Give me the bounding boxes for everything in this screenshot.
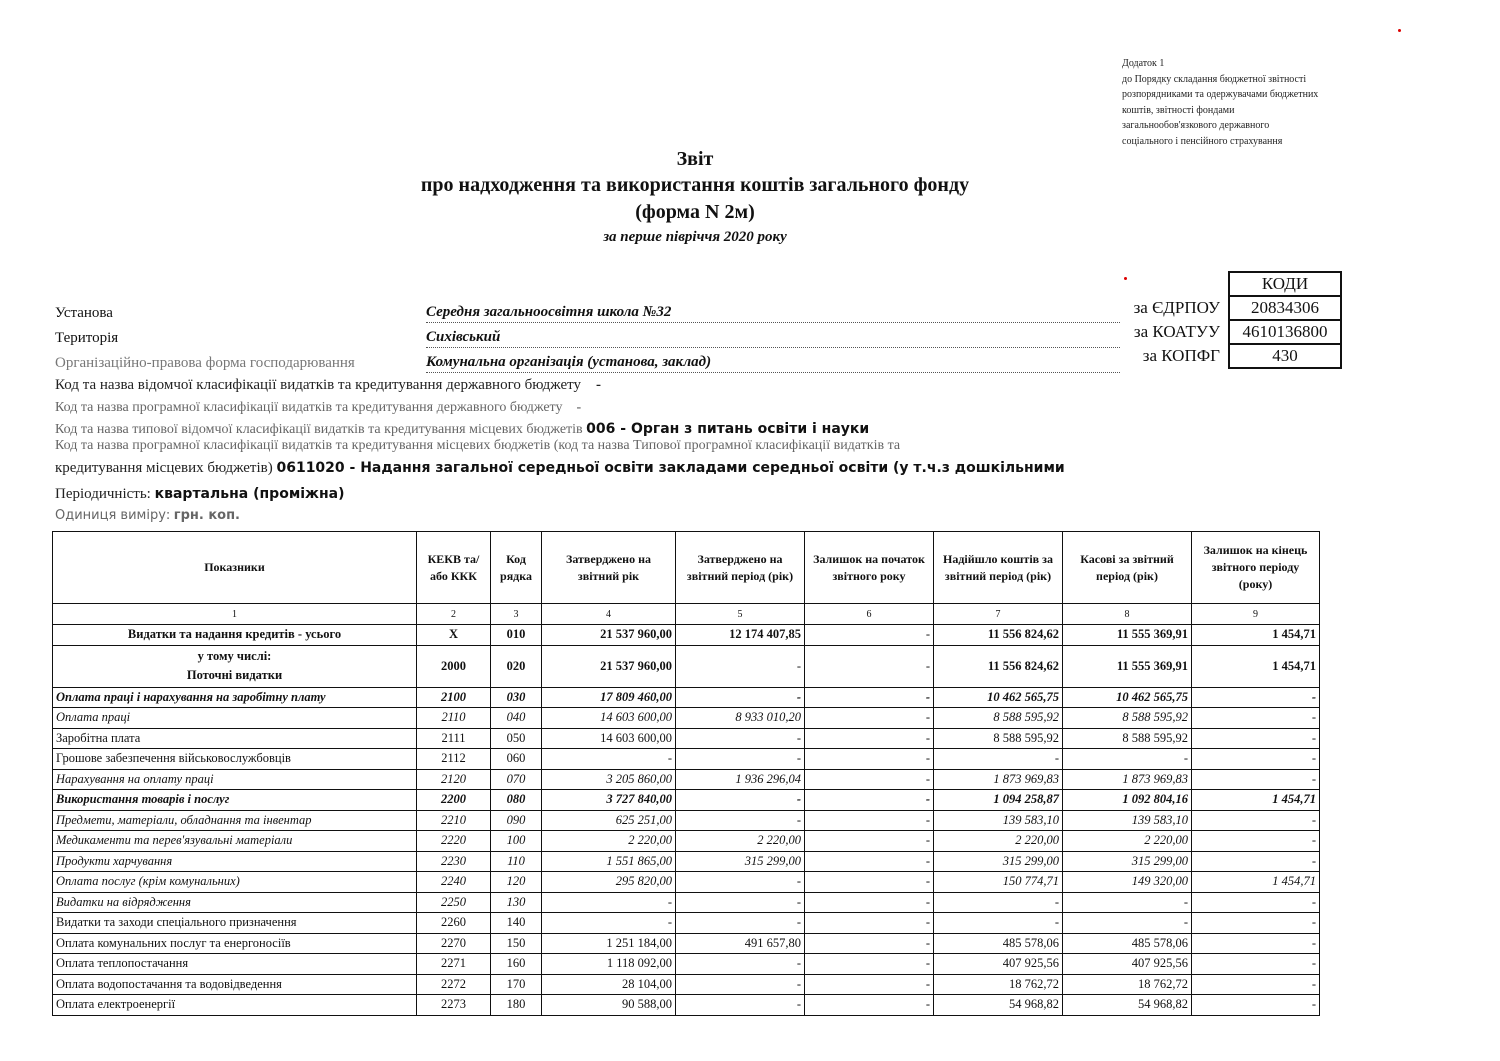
row-name: Предмети, матеріали, обладнання та інвентар	[53, 810, 417, 831]
table-row	[53, 687, 1320, 708]
row-kekv: 2260	[417, 913, 491, 934]
codes-box	[1120, 271, 1342, 369]
cell-c6: -	[805, 913, 934, 934]
cell-c9: -	[1192, 892, 1320, 913]
table-row	[53, 790, 1320, 811]
row-kekv: 2112	[417, 749, 491, 770]
local-prog-label: кредитування місцевих бюджетів)	[55, 460, 273, 476]
cell-c4: 21 537 960,00	[542, 645, 676, 687]
typical-dept-value: 006 - Орган з питань освіти і науки	[586, 421, 870, 437]
cell-c7: -	[934, 749, 1063, 770]
cell-c5: -	[676, 974, 805, 995]
row-code: 170	[491, 974, 542, 995]
cell-c8: 11 555 369,91	[1063, 645, 1192, 687]
table-row	[53, 933, 1320, 954]
unit-value: грн. коп.	[173, 508, 240, 523]
cell-c8: 1 873 969,83	[1063, 769, 1192, 790]
cell-c7: 11 556 824,62	[934, 645, 1063, 687]
report-table	[52, 531, 1320, 1016]
title-subtitle: про надходження та використання коштів загального фонду	[420, 174, 970, 196]
unit-of-measure	[55, 508, 240, 524]
cell-c9: 1 454,71	[1192, 872, 1320, 893]
cell-c4: 625 251,00	[542, 810, 676, 831]
column-numbers-row	[53, 604, 1320, 625]
row-kekv: 2272	[417, 974, 491, 995]
row-code: 040	[491, 708, 542, 729]
typical-dept-label: Код та назва типової відомчої класифікації видатків та кредитування місцевих бюджетів	[55, 422, 583, 437]
prog-classification	[55, 400, 581, 416]
cell-c4: 28 104,00	[542, 974, 676, 995]
cell-c7: 315 299,00	[934, 851, 1063, 872]
cell-c5: 1 936 296,04	[676, 769, 805, 790]
cell-c9: -	[1192, 954, 1320, 975]
periodicity	[55, 486, 345, 503]
col-number: 6	[805, 604, 934, 625]
prog-classification-value: -	[576, 400, 582, 415]
dept-classification-label: Код та назва відомчої класифікації видатків та кредитування державного бюджету	[55, 377, 581, 393]
cell-c5: -	[676, 810, 805, 831]
col-number: 8	[1063, 604, 1192, 625]
col-number: 4	[542, 604, 676, 625]
cell-c6: -	[805, 892, 934, 913]
cell-c6: -	[805, 995, 934, 1016]
row-kekv: 2240	[417, 872, 491, 893]
col-header-approved-period: Затверджено на звітний період (рік)	[676, 532, 805, 604]
cell-c9: -	[1192, 995, 1320, 1016]
cell-c9: 1 454,71	[1192, 645, 1320, 687]
cell-c8: 11 555 369,91	[1063, 625, 1192, 646]
cell-c5: -	[676, 954, 805, 975]
cell-c7: 11 556 824,62	[934, 625, 1063, 646]
cell-c9: -	[1192, 810, 1320, 831]
table-row	[53, 645, 1320, 687]
row-name: Оплата електроенергії	[53, 995, 417, 1016]
row-kekv: 2100	[417, 687, 491, 708]
cell-c8: -	[1063, 892, 1192, 913]
row-kekv: 2271	[417, 954, 491, 975]
row-kekv: 2200	[417, 790, 491, 811]
code-label-koatuu: за КОАТУУ	[1133, 322, 1220, 341]
territory-value: Сихівський	[426, 329, 1120, 348]
cell-c7: 139 583,10	[934, 810, 1063, 831]
cell-c7: 485 578,06	[934, 933, 1063, 954]
cell-c9: -	[1192, 749, 1320, 770]
cell-c6: -	[805, 625, 934, 646]
table-row	[53, 708, 1320, 729]
cell-c4: 14 603 600,00	[542, 708, 676, 729]
col-header-balance-end: Залишок на кінець звітного періоду (року)	[1192, 532, 1320, 604]
row-name: Оплата комунальних послуг та енергоносіїв	[53, 933, 417, 954]
row-name: Медикаменти та перев'язувальні матеріали	[53, 831, 417, 852]
cell-c9: -	[1192, 851, 1320, 872]
table-row	[53, 728, 1320, 749]
table-header-row	[53, 532, 1320, 604]
table-row	[53, 872, 1320, 893]
annex-line: загальнообов'язкового державного	[1122, 120, 1270, 131]
cell-c9: -	[1192, 708, 1320, 729]
row-code: 030	[491, 687, 542, 708]
cell-c5: -	[676, 790, 805, 811]
title-form: (форма N 2м)	[635, 201, 755, 223]
cell-c7: 1 873 969,83	[934, 769, 1063, 790]
cell-c8: 8 588 595,92	[1063, 728, 1192, 749]
row-code: 160	[491, 954, 542, 975]
cell-c4: 14 603 600,00	[542, 728, 676, 749]
table-row	[53, 974, 1320, 995]
cell-c9: -	[1192, 933, 1320, 954]
dept-classification-value: -	[596, 377, 601, 393]
cell-c7: -	[934, 913, 1063, 934]
col-header-row-code: Код рядка	[491, 532, 542, 604]
cell-c7: 2 220,00	[934, 831, 1063, 852]
row-kekv: 2220	[417, 831, 491, 852]
cell-c4: 3 727 840,00	[542, 790, 676, 811]
cell-c7: 407 925,56	[934, 954, 1063, 975]
row-code: 140	[491, 913, 542, 934]
row-code: 180	[491, 995, 542, 1016]
cell-c9: -	[1192, 769, 1320, 790]
cell-c7: 1 094 258,87	[934, 790, 1063, 811]
row-name: Оплата праці	[53, 708, 417, 729]
annex-line: до Порядку складання бюджетної звітності	[1122, 73, 1307, 85]
col-number: 7	[934, 604, 1063, 625]
cell-c6: -	[805, 790, 934, 811]
col-number: 3	[491, 604, 542, 625]
row-code: 100	[491, 831, 542, 852]
row-code: 110	[491, 851, 542, 872]
col-header-received: Надійшло коштів за звітний період (рік)	[934, 532, 1063, 604]
row-name: Оплата праці і нарахування на заробітну плату	[53, 687, 417, 708]
cell-c7: 150 774,71	[934, 872, 1063, 893]
row-kekv: 2111	[417, 728, 491, 749]
code-value-koatuu: 4610136800	[1229, 320, 1341, 344]
local-prog-classification	[55, 460, 1065, 477]
cell-c5: 315 299,00	[676, 851, 805, 872]
cell-c8: 54 968,82	[1063, 995, 1192, 1016]
cell-c9: -	[1192, 913, 1320, 934]
periodicity-label: Періодичність:	[55, 486, 151, 502]
row-code: 090	[491, 810, 542, 831]
row-name: Оплата послуг (крім комунальних)	[53, 872, 417, 893]
row-code: 130	[491, 892, 542, 913]
col-header-kekv: КЕКВ та/або ККК	[417, 532, 491, 604]
periodicity-value: квартальна (проміжна)	[154, 486, 345, 502]
row-name-line1: у тому числі:	[197, 649, 272, 663]
row-name: Оплата теплопостачання	[53, 954, 417, 975]
table-row	[53, 810, 1320, 831]
table-row	[53, 892, 1320, 913]
col-header-cash: Касові за звітний період (рік)	[1063, 532, 1192, 604]
title-main: Звіт	[676, 148, 714, 170]
cell-c4: 3 205 860,00	[542, 769, 676, 790]
col-number: 2	[417, 604, 491, 625]
cell-c6: -	[805, 851, 934, 872]
cell-c9: -	[1192, 974, 1320, 995]
annex-line: коштів, звітності фондами	[1122, 104, 1235, 116]
row-name: Видатки на відрядження	[53, 892, 417, 913]
cell-c7: -	[934, 892, 1063, 913]
cell-c4: 295 820,00	[542, 872, 676, 893]
cell-c7: 8 588 595,92	[934, 728, 1063, 749]
col-number: 9	[1192, 604, 1320, 625]
cell-c9: 1 454,71	[1192, 625, 1320, 646]
row-code: 010	[491, 625, 542, 646]
local-prog-value: 0611020 - Надання загальної середньої освіти закладами середньої освіти (у т.ч.з дошкільними	[276, 460, 1065, 476]
cell-c4: -	[542, 913, 676, 934]
cell-c4: 17 809 460,00	[542, 687, 676, 708]
row-code: 020	[491, 645, 542, 687]
row-code: 080	[491, 790, 542, 811]
institution-label: Установа	[55, 305, 113, 321]
cell-c8: 485 578,06	[1063, 933, 1192, 954]
cell-c6: -	[805, 810, 934, 831]
cell-c9: 1 454,71	[1192, 790, 1320, 811]
cell-c5: 12 174 407,85	[676, 625, 805, 646]
cell-c9: -	[1192, 831, 1320, 852]
col-header-indicators: Показники	[53, 532, 417, 604]
row-name: Нарахування на оплату праці	[53, 769, 417, 790]
codes-header: КОДИ	[1229, 272, 1341, 296]
row-kekv: 2120	[417, 769, 491, 790]
cell-c5: 491 657,80	[676, 933, 805, 954]
territory-label: Територія	[55, 330, 119, 346]
cell-c8: 149 320,00	[1063, 872, 1192, 893]
col-number: 1	[53, 604, 417, 625]
cell-c5: -	[676, 892, 805, 913]
dept-classification	[55, 377, 601, 394]
col-number: 5	[676, 604, 805, 625]
cell-c8: 8 588 595,92	[1063, 708, 1192, 729]
cell-c4: -	[542, 892, 676, 913]
cell-c6: -	[805, 708, 934, 729]
row-code: 050	[491, 728, 542, 749]
annex-line: Додаток 1	[1122, 58, 1165, 69]
cell-c5: -	[676, 728, 805, 749]
row-name: Оплата водопостачання та водовідведення	[53, 974, 417, 995]
col-header-approved-year: Затверджено на звітний рік	[542, 532, 676, 604]
cell-c6: -	[805, 645, 934, 687]
cell-c8: 407 925,56	[1063, 954, 1192, 975]
cell-c4: 1 118 092,00	[542, 954, 676, 975]
cell-c6: -	[805, 769, 934, 790]
row-code: 070	[491, 769, 542, 790]
report-title	[300, 146, 1090, 248]
code-label-kopfg: за КОПФГ	[1142, 346, 1220, 365]
row-name: Заробітна плата	[53, 728, 417, 749]
cell-c5: -	[676, 872, 805, 893]
cell-c6: -	[805, 872, 934, 893]
code-value-kopfg: 430	[1229, 344, 1341, 368]
unit-label: Одиниця виміру:	[55, 508, 171, 523]
table-row	[53, 625, 1320, 646]
cell-c4: 2 220,00	[542, 831, 676, 852]
cell-c6: -	[805, 728, 934, 749]
row-kekv: X	[417, 625, 491, 646]
cell-c4: 1 551 865,00	[542, 851, 676, 872]
table-row	[53, 954, 1320, 975]
row-name: Продукти харчування	[53, 851, 417, 872]
cell-c6: -	[805, 687, 934, 708]
cell-c6: -	[805, 831, 934, 852]
cell-c5: -	[676, 913, 805, 934]
code-value-edrpou: 20834306	[1229, 296, 1341, 320]
row-kekv: 2210	[417, 810, 491, 831]
row-name: Видатки та надання кредитів - усього	[53, 625, 417, 646]
cell-c6: -	[805, 933, 934, 954]
cell-c7: 54 968,82	[934, 995, 1063, 1016]
annex-line: соціального і пенсійного страхування	[1122, 135, 1283, 147]
cell-c8: 139 583,10	[1063, 810, 1192, 831]
row-kekv: 2250	[417, 892, 491, 913]
cell-c5: 2 220,00	[676, 831, 805, 852]
table-row	[53, 913, 1320, 934]
row-name-line2: Поточні видатки	[186, 668, 283, 682]
table-row	[53, 769, 1320, 790]
cell-c7: 18 762,72	[934, 974, 1063, 995]
cell-c4: 1 251 184,00	[542, 933, 676, 954]
title-period: за перше півріччя 2020 року	[603, 229, 787, 245]
annex-note	[1122, 56, 1362, 149]
row-name	[53, 645, 417, 687]
row-code: 120	[491, 872, 542, 893]
table-row	[53, 831, 1320, 852]
cell-c6: -	[805, 954, 934, 975]
cell-c9: -	[1192, 687, 1320, 708]
cell-c6: -	[805, 749, 934, 770]
legal-form-value: Комунальна організація (установа, заклад)	[426, 354, 1120, 373]
cell-c8: -	[1063, 913, 1192, 934]
row-code: 150	[491, 933, 542, 954]
row-kekv: 2273	[417, 995, 491, 1016]
cell-c8: 1 092 804,16	[1063, 790, 1192, 811]
legal-form-label: Організаційно-правова форма господарювання	[55, 355, 355, 371]
cell-c7: 8 588 595,92	[934, 708, 1063, 729]
cell-c8: -	[1063, 749, 1192, 770]
cell-c6: -	[805, 974, 934, 995]
cell-c7: 10 462 565,75	[934, 687, 1063, 708]
row-name: Видатки та заходи спеціального призначення	[53, 913, 417, 934]
cell-c5: 8 933 010,20	[676, 708, 805, 729]
cell-c9: -	[1192, 728, 1320, 749]
table-row	[53, 851, 1320, 872]
cell-c5: -	[676, 749, 805, 770]
row-kekv: 2270	[417, 933, 491, 954]
typical-dept-classification	[55, 421, 869, 438]
cell-c8: 10 462 565,75	[1063, 687, 1192, 708]
col-header-balance-start: Залишок на початок звітного року	[805, 532, 934, 604]
prog-classification-label: Код та назва програмної класифікації видатків та кредитування державного бюджету	[55, 400, 563, 415]
cell-c5: -	[676, 687, 805, 708]
cell-c8: 2 220,00	[1063, 831, 1192, 852]
local-prog-classification-label: Код та назва програмної класифікації видатків та кредитування місцевих бюджетів (код та назва Типової програмної класифікації видатків та	[55, 438, 901, 453]
institution-value: Середня загальноосвітня школа №32	[426, 304, 1120, 323]
cell-c8: 18 762,72	[1063, 974, 1192, 995]
row-kekv: 2000	[417, 645, 491, 687]
scan-mark	[1398, 29, 1401, 32]
cell-c4: 21 537 960,00	[542, 625, 676, 646]
cell-c4: -	[542, 749, 676, 770]
table-row	[53, 995, 1320, 1016]
cell-c4: 90 588,00	[542, 995, 676, 1016]
cell-c5: -	[676, 645, 805, 687]
table-row	[53, 749, 1320, 770]
row-code: 060	[491, 749, 542, 770]
row-kekv: 2230	[417, 851, 491, 872]
annex-line: розпорядниками та одержувачами бюджетних	[1122, 89, 1319, 100]
row-name: Використання товарів і послуг	[53, 790, 417, 811]
row-kekv: 2110	[417, 708, 491, 729]
cell-c5: -	[676, 995, 805, 1016]
cell-c8: 315 299,00	[1063, 851, 1192, 872]
code-label-edrpou: за ЄДРПОУ	[1133, 298, 1220, 317]
row-name: Грошове забезпечення військовослужбовців	[53, 749, 417, 770]
